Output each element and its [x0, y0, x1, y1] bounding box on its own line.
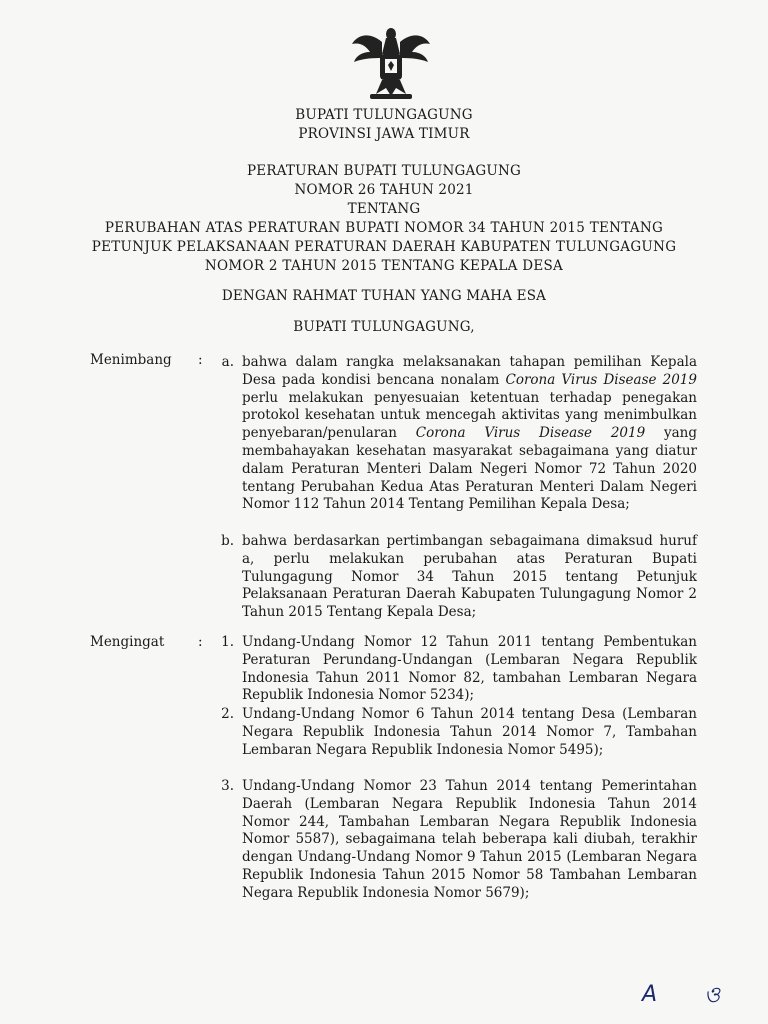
item-marker: a.	[221, 354, 234, 370]
item-text: bahwa berdasarkan pertimbangan sebagaimana dimaksud huruf a, perlu melakukan perubahan atas Peraturan Bupati Tulungagung Nomor 34 Tahun 2015 tentang Petunjuk Pelaksanaan Peraturan Daerah Kabupaten Tulungagung Nomor 2 Tahun 2015 Tentang Kepala Desa;	[242, 533, 697, 621]
regent-heading: BUPATI TULUNGAGUNG	[295, 107, 473, 123]
invocation: DENGAN RAHMAT TUHAN YANG MAHA ESA	[221, 288, 547, 304]
regulation-about: TENTANG	[347, 201, 421, 217]
regulation-title: PERATURAN BUPATI TULUNGAGUNG	[247, 163, 521, 179]
item-text: Undang-Undang Nomor 23 Tahun 2014 tentang Pemerintahan Daerah (Lembaran Negara Republik Indonesia Tahun 2014 Nomor 244, Tambahan Lembaran Negara Republik Indonesia Nomor 5587), sebagaimana telah beberapa kali diubah, terakhir dengan Undang-Undang Nomor 9 Tahun 2015 (Lembaran Negara Republik Indonesia Tahun 2015 Nomor 58 Tambahan Lembaran Negara Republik Indonesia Nomor 5679);	[242, 778, 697, 901]
issuer: BUPATI TULUNGAGUNG,	[293, 319, 475, 335]
item-marker: b.	[221, 533, 234, 549]
menimbang-colon: :	[198, 352, 203, 368]
item-text: Undang-Undang Nomor 6 Tahun 2014 tentang Desa (Lembaran Negara Republik Indonesia Tahun 2014 Nomor 7, Tambahan Lembaran Negara Republik Indonesia Nomor 5495);	[242, 706, 697, 758]
regulation-subject-line2: PETUNJUK PELAKSANAAN PERATURAN DAERAH KABUPATEN TULUNGAGUNG	[91, 239, 677, 255]
regulation-number: NOMOR 26 TAHUN 2021	[294, 182, 474, 198]
menimbang-label: Menimbang	[90, 352, 172, 368]
province-heading: PROVINSI JAWA TIMUR	[298, 126, 470, 142]
item-marker: 3.	[221, 778, 234, 794]
item-text: bahwa dalam rangka melaksanakan tahapan pemilihan Kepala Desa pada kondisi bencana nonalam Corona Virus Disease 2019 perlu melakukan penyesuaian ketentuan terhadap penegakan protokol kesehatan untuk mencegah aktivitas yang menimbulkan penyebaran/penularan Corona Virus Disease 2019 yang membahayakan kesehatan masyarakat sebagaimana yang diatur dalam Peraturan Menteri Dalam Negeri Nomor 72 Tahun 2020 tentang Perubahan Kedua Atas Peraturan Menteri Dalam Negeri Nomor 112 Tahun 2014 Tentang Pemilihan Kepala Desa;	[242, 354, 697, 513]
mengingat-label: Mengingat	[90, 634, 165, 650]
mengingat-colon: :	[198, 634, 203, 650]
initial-left: A	[642, 982, 658, 1007]
regulation-subject-line3: NOMOR 2 TAHUN 2015 TENTANG KEPALA DESA	[204, 258, 564, 274]
item-text: Undang-Undang Nomor 12 Tahun 2011 tentang Pembentukan Peraturan Perundang-Undangan (Lembaran Negara Republik Indonesia Tahun 2011 Nomor 82, tambahan Lembaran Negara Republik Indonesia Nomor 5234);	[242, 634, 697, 704]
initial-right: ও	[704, 983, 721, 1008]
garuda-emblem-icon	[348, 24, 434, 102]
regulation-subject-line1: PERUBAHAN ATAS PERATURAN BUPATI NOMOR 34 TAHUN 2015 TENTANG	[104, 220, 664, 236]
item-marker: 1.	[221, 634, 234, 650]
item-marker: 2.	[221, 706, 234, 722]
